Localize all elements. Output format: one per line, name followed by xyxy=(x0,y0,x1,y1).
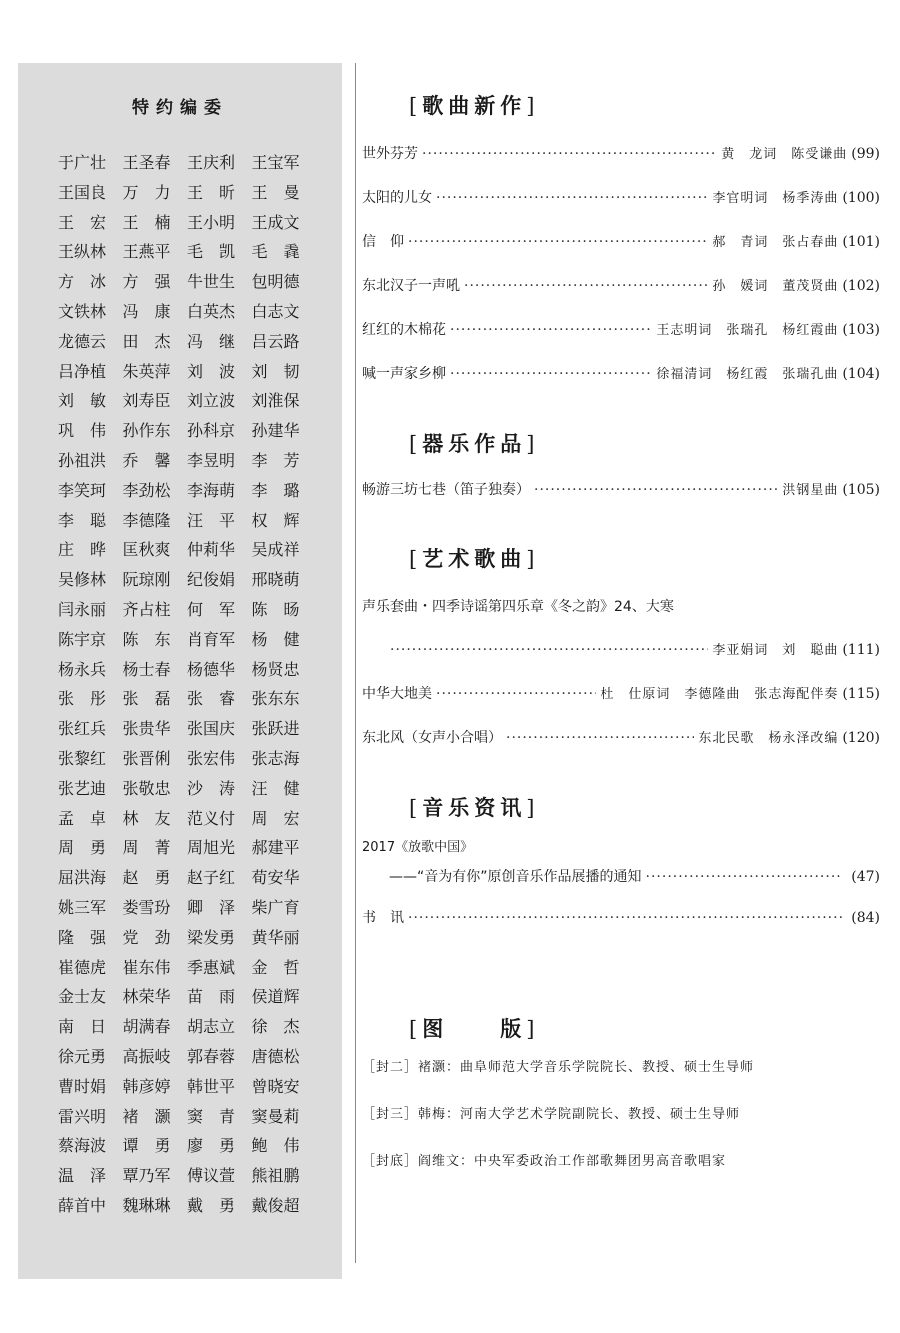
editor-name: 杨士春 xyxy=(122,659,171,679)
leader-dots xyxy=(422,146,717,162)
toc-entry-page: (111) xyxy=(842,642,880,658)
editor-name: 周勇 xyxy=(58,838,106,858)
editor-name: 庄晔 xyxy=(58,540,106,560)
editor-name: 赵勇 xyxy=(122,868,171,888)
editor-name: 覃乃军 xyxy=(122,1166,171,1186)
toc-entry[interactable] xyxy=(362,907,880,927)
editor-name: 黄华丽 xyxy=(251,927,300,947)
editor-name: 田杰 xyxy=(122,331,171,351)
leader-dots xyxy=(390,642,708,658)
editor-name: 孙建华 xyxy=(251,421,300,441)
toc-entry-page: (104) xyxy=(842,366,880,382)
editor-name: 戴勇 xyxy=(187,1195,235,1215)
editor-name: 张红兵 xyxy=(58,719,107,739)
editor-name: 巩伟 xyxy=(58,421,106,441)
editor-name: 乔馨 xyxy=(122,450,171,470)
editor-name: 荀安华 xyxy=(251,868,300,888)
editor-name: 李笑珂 xyxy=(58,480,107,500)
toc-entry-credit: 李亚娟词 刘 聪曲 xyxy=(712,643,839,658)
editorial-board-names xyxy=(58,153,316,1226)
editor-name: 谭勇 xyxy=(122,1136,171,1156)
editor-name: 王纵林 xyxy=(58,242,107,262)
editor-name: 张跃进 xyxy=(251,719,300,739)
editor-name: 王庆利 xyxy=(187,153,236,172)
toc-entry[interactable] xyxy=(362,231,880,251)
editor-name: 雷兴明 xyxy=(58,1106,107,1126)
editor-name: 阮琼刚 xyxy=(122,570,171,590)
toc-entry[interactable] xyxy=(389,866,880,886)
editorial-board-title: 特约编委 xyxy=(132,98,228,118)
editor-name: 张志海 xyxy=(251,748,300,768)
toc-entry-credit: 徐福清词 杨红霞 张瑞孔曲 xyxy=(656,367,839,382)
editor-name: 王曼 xyxy=(251,182,300,202)
toc-entry-title: 东北风（女声小合唱） xyxy=(362,730,502,746)
editor-name: 梁发勇 xyxy=(187,927,236,947)
editor-name: 陈宇京 xyxy=(58,629,107,649)
toc-entry-credit: 王志明词 张瑞孔 杨红霞曲 xyxy=(656,323,839,338)
editor-name: 杨贤忠 xyxy=(251,659,300,679)
toc-entry[interactable] xyxy=(362,143,880,163)
leader-dots xyxy=(464,278,708,294)
toc-entry-title: 信 仰 xyxy=(362,234,404,250)
editor-name: 周旭光 xyxy=(187,838,236,858)
editor-name: 魏琳琳 xyxy=(122,1195,171,1215)
editor-name: 万力 xyxy=(122,182,171,202)
toc-entry[interactable] xyxy=(362,319,880,339)
editor-name: 柴广育 xyxy=(251,897,300,917)
editor-name: 周菁 xyxy=(122,838,171,858)
editor-name: 吕云路 xyxy=(251,331,300,351)
toc-entry-page: (101) xyxy=(842,234,880,250)
toc-entry[interactable] xyxy=(362,275,880,295)
editor-name: 徐杰 xyxy=(251,1017,300,1037)
editor-name: 张贵华 xyxy=(122,719,171,739)
editor-name: 方强 xyxy=(122,272,171,292)
editor-name: 崔德虎 xyxy=(58,957,107,977)
editor-name: 王宏 xyxy=(58,212,106,232)
editor-name: 陈旸 xyxy=(251,599,300,619)
toc-entry-credit: 洪钢星曲 xyxy=(782,483,839,498)
plate-caption: ［封二］褚灏：曲阜师范大学音乐学院院长、教授、硕士生导师 xyxy=(362,1060,755,1075)
editor-name: 娄雪玢 xyxy=(122,897,171,917)
editor-name: 韩世平 xyxy=(187,1076,236,1096)
editorial-board-sidebar xyxy=(18,63,342,1279)
leader-dots xyxy=(534,482,778,498)
editor-name: 吴修林 xyxy=(58,570,107,590)
editor-name: 刘韧 xyxy=(251,361,300,381)
editor-name: 王成文 xyxy=(251,212,300,232)
toc-entry[interactable] xyxy=(362,727,880,747)
section-heading-art-songs: [艺术歌曲] xyxy=(409,547,540,571)
toc-entry-title: ——“音为有你”原创音乐作品展播的通知 xyxy=(389,869,642,885)
toc-entry-credit: 李官明词 杨季涛曲 xyxy=(712,191,839,206)
leader-dots xyxy=(450,366,652,382)
plate-caption: ［封三］韩梅：河南大学艺术学院副院长、教授、硕士生导师 xyxy=(362,1107,741,1122)
editor-name: 戴俊超 xyxy=(251,1195,300,1215)
toc-entry-title: 太阳的儿女 xyxy=(362,190,432,206)
editor-name: 南日 xyxy=(58,1017,106,1037)
editor-name: 刘淮保 xyxy=(251,391,300,411)
editor-name: 孙祖洪 xyxy=(58,450,107,470)
editor-name: 刘敏 xyxy=(58,391,106,411)
editor-name: 张东东 xyxy=(251,689,300,709)
toc-entry-title: 中华大地美 xyxy=(362,686,432,702)
editor-name: 张国庆 xyxy=(187,719,236,739)
toc-entry-page: (102) xyxy=(842,278,880,294)
toc-entry[interactable] xyxy=(362,479,880,499)
editor-name: 鲍伟 xyxy=(251,1136,300,1156)
editor-name: 褚灏 xyxy=(122,1106,171,1126)
editor-name: 季惠斌 xyxy=(187,957,236,977)
editor-name: 文铁林 xyxy=(58,301,107,321)
toc-entry-page: (115) xyxy=(842,686,880,702)
toc-entry-page: (84) xyxy=(851,910,880,926)
editor-name: 仲莉华 xyxy=(187,540,236,560)
editor-name: 廖勇 xyxy=(187,1136,235,1156)
editor-name: 窦青 xyxy=(187,1106,235,1126)
toc-entry-page: (47) xyxy=(851,869,880,885)
editor-name: 方冰 xyxy=(58,272,106,292)
editor-name: 刘立波 xyxy=(187,391,236,411)
toc-entry[interactable] xyxy=(386,639,880,658)
toc-entry[interactable] xyxy=(362,683,880,703)
editor-name: 杨德华 xyxy=(187,659,236,679)
section-heading-plates: [图 版] xyxy=(409,1017,540,1041)
editor-name: 姚三军 xyxy=(58,897,107,917)
editor-name: 王燕平 xyxy=(122,242,171,262)
toc-entry-title: 书 讯 xyxy=(362,910,404,926)
editor-name: 金士友 xyxy=(58,987,107,1007)
toc-entry-page: (100) xyxy=(842,190,880,206)
editor-name: 赵子红 xyxy=(187,868,236,888)
editor-name: 卿泽 xyxy=(187,897,235,917)
editor-name: 张黎红 xyxy=(58,748,107,768)
toc-entry[interactable] xyxy=(362,187,880,207)
editor-name: 张宏伟 xyxy=(187,748,236,768)
editor-name: 周宏 xyxy=(251,808,300,828)
editor-name: 杨健 xyxy=(251,629,300,649)
editor-name: 徐元勇 xyxy=(58,1046,107,1066)
toc-entry-credit: 杜 仕原词 李德隆曲 张志海配伴奏 xyxy=(600,687,839,702)
section-heading-news: [音乐资讯] xyxy=(409,796,540,820)
section-heading-instrumental: [器乐作品] xyxy=(409,432,540,456)
editor-name: 曾晓安 xyxy=(251,1076,300,1096)
toc-entry-page: (99) xyxy=(851,146,880,162)
editor-name: 冯继 xyxy=(187,331,235,351)
editor-name: 侯道辉 xyxy=(251,987,300,1007)
editor-name: 肖育军 xyxy=(187,629,236,649)
toc-entry-credit: 郝 青词 张占春曲 xyxy=(712,235,839,250)
editor-name: 薛首中 xyxy=(58,1195,107,1215)
leader-dots xyxy=(436,190,708,206)
editor-name: 王小明 xyxy=(187,212,236,232)
toc-entry-credit: 黄 龙词 陈受谦曲 xyxy=(721,147,848,162)
editor-name: 汪平 xyxy=(187,510,235,530)
editor-name: 范义付 xyxy=(187,808,236,828)
leader-dots xyxy=(506,730,694,746)
editor-name: 孙作东 xyxy=(122,421,171,441)
editor-name: 齐占柱 xyxy=(122,599,171,619)
editor-name: 吴成祥 xyxy=(251,540,300,560)
editor-name: 何军 xyxy=(187,599,235,619)
editor-name: 张晋俐 xyxy=(122,748,171,768)
editor-name: 张睿 xyxy=(187,689,235,709)
editor-name: 张艺迪 xyxy=(58,778,107,798)
editor-name: 温泽 xyxy=(58,1166,106,1186)
editor-name: 蔡海波 xyxy=(58,1136,107,1156)
editor-name: 王圣春 xyxy=(122,153,171,172)
editor-name: 傅议萱 xyxy=(187,1166,236,1186)
editor-name: 张磊 xyxy=(122,689,171,709)
leader-dots xyxy=(436,686,596,702)
editor-name: 王国良 xyxy=(58,182,107,202)
news-item-title: 2017《放歌中国》 xyxy=(362,840,474,855)
editor-name: 党劲 xyxy=(122,927,171,947)
column-divider xyxy=(355,63,356,1263)
editor-name: 高振岐 xyxy=(122,1046,171,1066)
editor-name: 纪俊娟 xyxy=(187,570,236,590)
leader-dots xyxy=(646,869,844,885)
toc-entry-title: 畅游三坊七巷（笛子独奏） xyxy=(362,482,530,498)
toc-entry-credit: 东北民歌 杨永泽改编 xyxy=(698,731,839,746)
section-heading-songs: [歌曲新作] xyxy=(409,94,540,118)
leader-dots xyxy=(450,322,652,338)
editor-name: 杨永兵 xyxy=(58,659,107,679)
leader-dots xyxy=(408,234,708,250)
editor-name: 沙涛 xyxy=(187,778,235,798)
editor-name: 苗雨 xyxy=(187,987,235,1007)
editor-name: 王昕 xyxy=(187,182,235,202)
editor-name: 林友 xyxy=(122,808,171,828)
editor-name: 孙科京 xyxy=(187,421,236,441)
editor-name: 吕净植 xyxy=(58,361,107,381)
editor-name: 龙德云 xyxy=(58,331,107,351)
editor-name: 孟卓 xyxy=(58,808,106,828)
toc-entry-page: (120) xyxy=(842,730,880,746)
editor-name: 于广壮 xyxy=(58,153,107,172)
leader-dots xyxy=(408,910,843,926)
toc-entry-title: 喊一声家乡柳 xyxy=(362,366,446,382)
editor-name: 闫永丽 xyxy=(58,599,107,619)
toc-entry-page: (105) xyxy=(842,482,880,498)
editor-name: 毛凯 xyxy=(187,242,235,262)
editor-name: 李昱明 xyxy=(187,450,236,470)
toc-entry-title: 东北汉子一声吼 xyxy=(362,278,460,294)
editor-name: 汪健 xyxy=(251,778,300,798)
editor-name: 张彤 xyxy=(58,689,106,709)
editor-name: 张敬忠 xyxy=(122,778,171,798)
editor-name: 匡秋爽 xyxy=(122,540,171,560)
editor-name: 朱英萍 xyxy=(122,361,171,381)
editor-name: 李德隆 xyxy=(122,510,171,530)
editor-name: 郝建平 xyxy=(251,838,300,858)
editor-name: 李芳 xyxy=(251,450,300,470)
editor-name: 陈东 xyxy=(122,629,171,649)
toc-entry-title: 红红的木棉花 xyxy=(362,322,446,338)
toc-entry[interactable] xyxy=(362,363,880,383)
toc-entry-credit: 孙 媛词 董茂贤曲 xyxy=(712,279,839,294)
editor-name: 白英杰 xyxy=(187,301,236,321)
editor-name: 李璐 xyxy=(251,480,300,500)
editor-name: 毛毳 xyxy=(251,242,300,262)
toc-entry-title: 世外芬芳 xyxy=(362,146,418,162)
editor-name: 李劲松 xyxy=(122,480,171,500)
editor-name: 胡满春 xyxy=(122,1017,171,1037)
editor-name: 唐德松 xyxy=(251,1046,300,1066)
editor-name: 包明德 xyxy=(251,272,300,292)
editor-name: 金哲 xyxy=(251,957,300,977)
editor-name: 权辉 xyxy=(251,510,300,530)
editor-name: 窦曼莉 xyxy=(251,1106,300,1126)
editor-name: 冯康 xyxy=(122,301,171,321)
editor-name: 刘波 xyxy=(187,361,235,381)
editor-name: 郭春蓉 xyxy=(187,1046,236,1066)
editor-name: 林荣华 xyxy=(122,987,171,1007)
editor-name: 邢晓萌 xyxy=(251,570,300,590)
editor-name: 熊祖鹏 xyxy=(251,1166,300,1186)
editor-name: 刘寿臣 xyxy=(122,391,171,411)
plate-caption: ［封底］阎维文：中央军委政治工作部歌舞团男高音歌唱家 xyxy=(362,1154,727,1169)
art-song-suite-title: 声乐套曲・四季诗谣第四乐章《冬之韵》24、大寒 xyxy=(362,599,674,615)
editor-name: 曹时娟 xyxy=(58,1076,107,1096)
editor-name: 李海萌 xyxy=(187,480,236,500)
editor-name: 隆强 xyxy=(58,927,106,947)
editor-name: 崔东伟 xyxy=(122,957,171,977)
editor-name: 白志文 xyxy=(251,301,300,321)
editor-name: 韩彦婷 xyxy=(122,1076,171,1096)
editor-name: 王宝军 xyxy=(251,153,300,172)
editor-name: 李聪 xyxy=(58,510,106,530)
editor-name: 屈洪海 xyxy=(58,868,107,888)
toc-entry-page: (103) xyxy=(842,322,880,338)
editor-name: 王楠 xyxy=(122,212,171,232)
editor-name: 牛世生 xyxy=(187,272,236,292)
editor-name: 胡志立 xyxy=(187,1017,236,1037)
